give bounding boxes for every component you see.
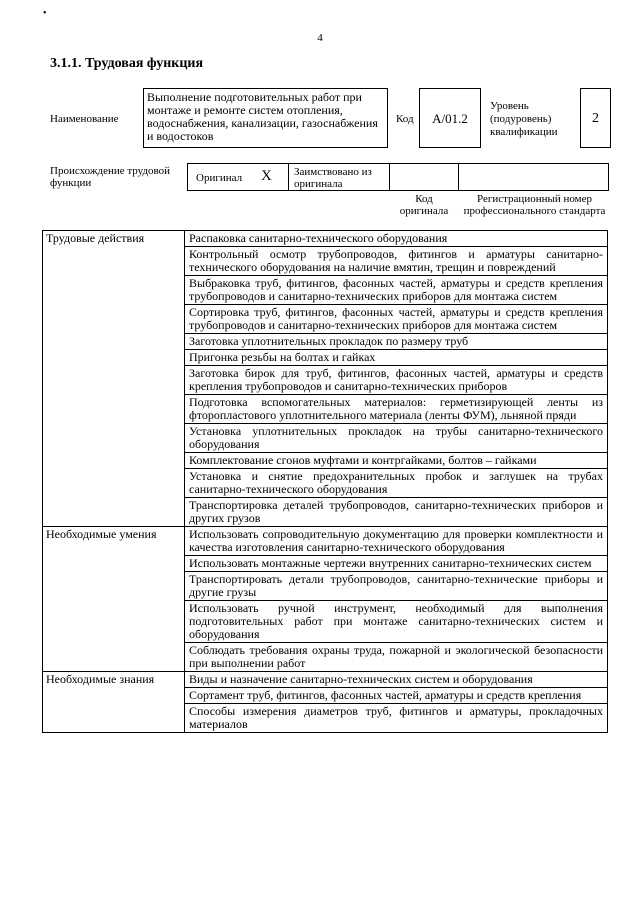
divider [458, 164, 459, 190]
divider [288, 164, 289, 190]
section-category: Трудовые действия [43, 231, 185, 527]
section-item: Сортировка труб, фитингов, фасонных частей, арматуры и средств крепления трубопроводов и санитарно-технических приборов для монтажа систем [185, 305, 608, 334]
section-item: Выбраковка труб, фитингов, фасонных частей, арматуры и средств крепления трубопроводов и санитарно-технических приборов для монтажа систем [185, 276, 608, 305]
section-item: Заготовка бирок для труб, фитингов, фасонных частей, арматуры и средств крепления трубопроводов и санитарно-технических приборов [185, 366, 608, 395]
origin-label: Происхождение трудовой функции [50, 165, 171, 189]
section-item: Виды и назначение санитарно-технических систем и оборудования [185, 672, 608, 688]
origin-box [187, 163, 609, 191]
functions-table [42, 230, 608, 733]
original-mark: X [261, 168, 272, 184]
borrowed-label: Заимствовано из оригинала [294, 166, 372, 190]
table-row [43, 231, 608, 247]
section-item: Распаковка санитарно-технического оборудования [185, 231, 608, 247]
divider [389, 164, 390, 190]
section-item: Установка уплотнительных прокладок на трубы санитарно-технического оборудования [185, 424, 608, 453]
corner-mark: • [43, 8, 47, 19]
name-label: Наименование [50, 113, 119, 125]
section-item: Способы измерения диаметров труб, фитингов и арматуры, прокладочных материалов [185, 704, 608, 733]
reg-number-label: Регистрационный номер профессионального стандарта [463, 193, 606, 217]
level-value: 2 [580, 88, 611, 148]
section-item: Использовать ручной инструмент, необходимый для выполнения подготовительных работ при монтаже санитарно-технических систем и оборудования [185, 601, 608, 643]
section-item: Транспортировать детали трубопроводов, санитарно-технические приборы и другие грузы [185, 572, 608, 601]
level-label: Уровень (подуровень) квалификации [490, 100, 558, 138]
section-item: Установка и снятие предохранительных пробок и заглушек на трубах санитарно-технического оборудования [185, 469, 608, 498]
section-item: Соблюдать требования охраны труда, пожарной и экологической безопасности при выполнении работ [185, 643, 608, 672]
name-value: Выполнение подготовительных работ при монтаже и ремонте систем отопления, водоснабжения, канализации, газоснабжения и водостоков [143, 88, 388, 148]
section-item: Сортамент труб, фитингов, фасонных частей, арматуры и средств крепления [185, 688, 608, 704]
section-item: Комплектование сгонов муфтами и контргайками, болтов – гайками [185, 453, 608, 469]
table-row [43, 672, 608, 688]
section-title: 3.1.1. Трудовая функция [50, 56, 204, 71]
table-row [43, 527, 608, 556]
code-original-label: Код оригинала [399, 193, 449, 217]
section-category: Необходимые знания [43, 672, 185, 733]
section-category: Необходимые умения [43, 527, 185, 672]
section-item: Контрольный осмотр трубопроводов, фитингов и арматуры санитарно-технического оборудования на наличие вмятин, трещин и повреждений [185, 247, 608, 276]
section-item: Использовать монтажные чертежи внутренних санитарно-технических систем [185, 556, 608, 572]
section-item: Пригонка резьбы на болтах и гайках [185, 350, 608, 366]
code-value: А/01.2 [419, 88, 481, 148]
section-item: Заготовка уплотнительных прокладок по размеру труб [185, 334, 608, 350]
section-item: Транспортировка деталей трубопроводов, санитарно-технических приборов и других грузов [185, 498, 608, 527]
section-item: Подготовка вспомогательных материалов: герметизирующей ленты из фторопластового уплотнительного материала (ленты ФУМ), льняной пряди [185, 395, 608, 424]
section-item: Использовать сопроводительную документацию для проверки комплектности и качества изготовления санитарно-технического оборудования [185, 527, 608, 556]
page-number: 4 [317, 32, 323, 44]
code-label: Код [396, 113, 414, 125]
original-label: Оригинал [196, 172, 243, 184]
